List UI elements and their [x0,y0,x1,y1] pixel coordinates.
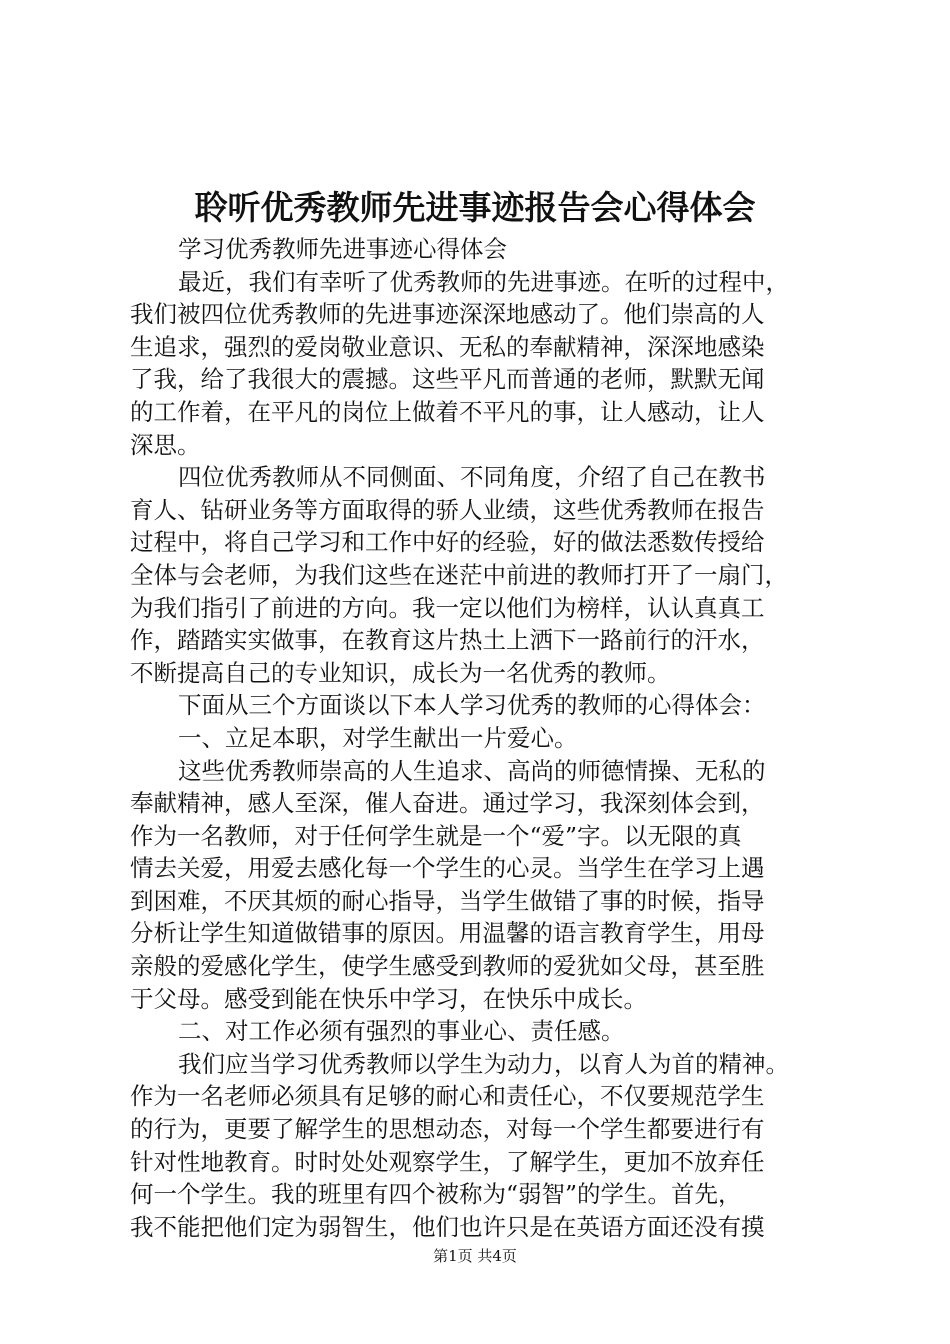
text-line: 了我，给了我很大的震撼。这些平凡而普通的老师，默默无闻 [130,365,765,394]
text-line: 情去关爱，用爱去感化每一个学生的心灵。当学生在学习上遇 [130,854,765,883]
text-line: 何一个学生。我的班里有四个被称为“弱智”的学生。首先， [130,1180,742,1209]
text-line: 为我们指引了前进的方向。我一定以他们为榜样，认认真真工 [130,593,765,622]
text-line: 作为一名老师必须具有足够的耐心和责任心，不仅要规范学生 [130,1082,765,1111]
text-line: 生追求，强烈的爱岗敬业意识、无私的奉献精神，深深地感染 [130,332,765,361]
text-line: 四位优秀教师从不同侧面、不同角度，介绍了自己在教书 [178,463,766,492]
page-footer: 第1页 共4页 [433,1247,517,1265]
text-line: 育人、钻研业务等方面取得的骄人业绩，这些优秀教师在报告 [130,495,765,524]
text-line: 到困难，不厌其烦的耐心指导，当学生做错了事的时候，指导 [130,886,765,915]
text-line: 作为一名教师，对于任何学生就是一个“爱”字。以无限的真 [130,821,742,850]
text-line: 亲般的爱感化学生，使学生感受到教师的爱犹如父母，甚至胜 [130,952,765,981]
document-body [130,233,860,1243]
text-line: 二、对工作必须有强烈的事业心、责任感。 [178,1017,625,1046]
text-line: 分析让学生知道做错事的原因。用温馨的语言教育学生，用母 [130,919,765,948]
text-line: 下面从三个方面谈以下本人学习优秀的教师的心得体会： [178,691,766,720]
text-line: 我不能把他们定为弱智生，他们也许只是在英语方面还没有摸 [130,1212,765,1241]
text-line: 深思。 [130,430,201,459]
text-line: 不断提高自己的专业知识，成长为一名优秀的教师。 [130,658,671,687]
document-title: 聆听优秀教师先进事迹报告会心得体会 [194,188,756,227]
text-line: 我们应当学习优秀教师以学生为动力，以育人为首的精神。 [178,1049,789,1078]
text-line: 的行为，更要了解学生的思想动态，对每一个学生都要进行有 [130,1115,765,1144]
text-line: 我们被四位优秀教师的先进事迹深深地感动了。他们崇高的人 [130,300,765,329]
text-line: 于父母。感受到能在快乐中学习，在快乐中成长。 [130,984,647,1013]
text-line: 最近，我们有幸听了优秀教师的先进事迹。在听的过程中， [178,267,789,296]
text-line: 过程中，将自己学习和工作中好的经验，好的做法悉数传授给 [130,528,765,557]
text-line: 作，踏踏实实做事，在教育这片热土上洒下一路前行的汗水， [130,626,765,655]
text-line: 奉献精神，感人至深，催人奋进。通过学习，我深刻体会到， [130,789,765,818]
text-line: 一、立足本职，对学生献出一片爱心。 [178,723,578,752]
text-line: 的工作着，在平凡的岗位上做着不平凡的事，让人感动，让人 [130,397,765,426]
text-line: 学习优秀教师先进事迹心得体会 [178,235,507,263]
text-line: 全体与会老师，为我们这些在迷茫中前进的教师打开了一扇门， [130,560,788,589]
text-line: 这些优秀教师崇高的人生追求、高尚的师德情操、无私的 [178,756,766,785]
text-line: 针对性地教育。时时处处观察学生，了解学生，更加不放弃任 [130,1147,765,1176]
